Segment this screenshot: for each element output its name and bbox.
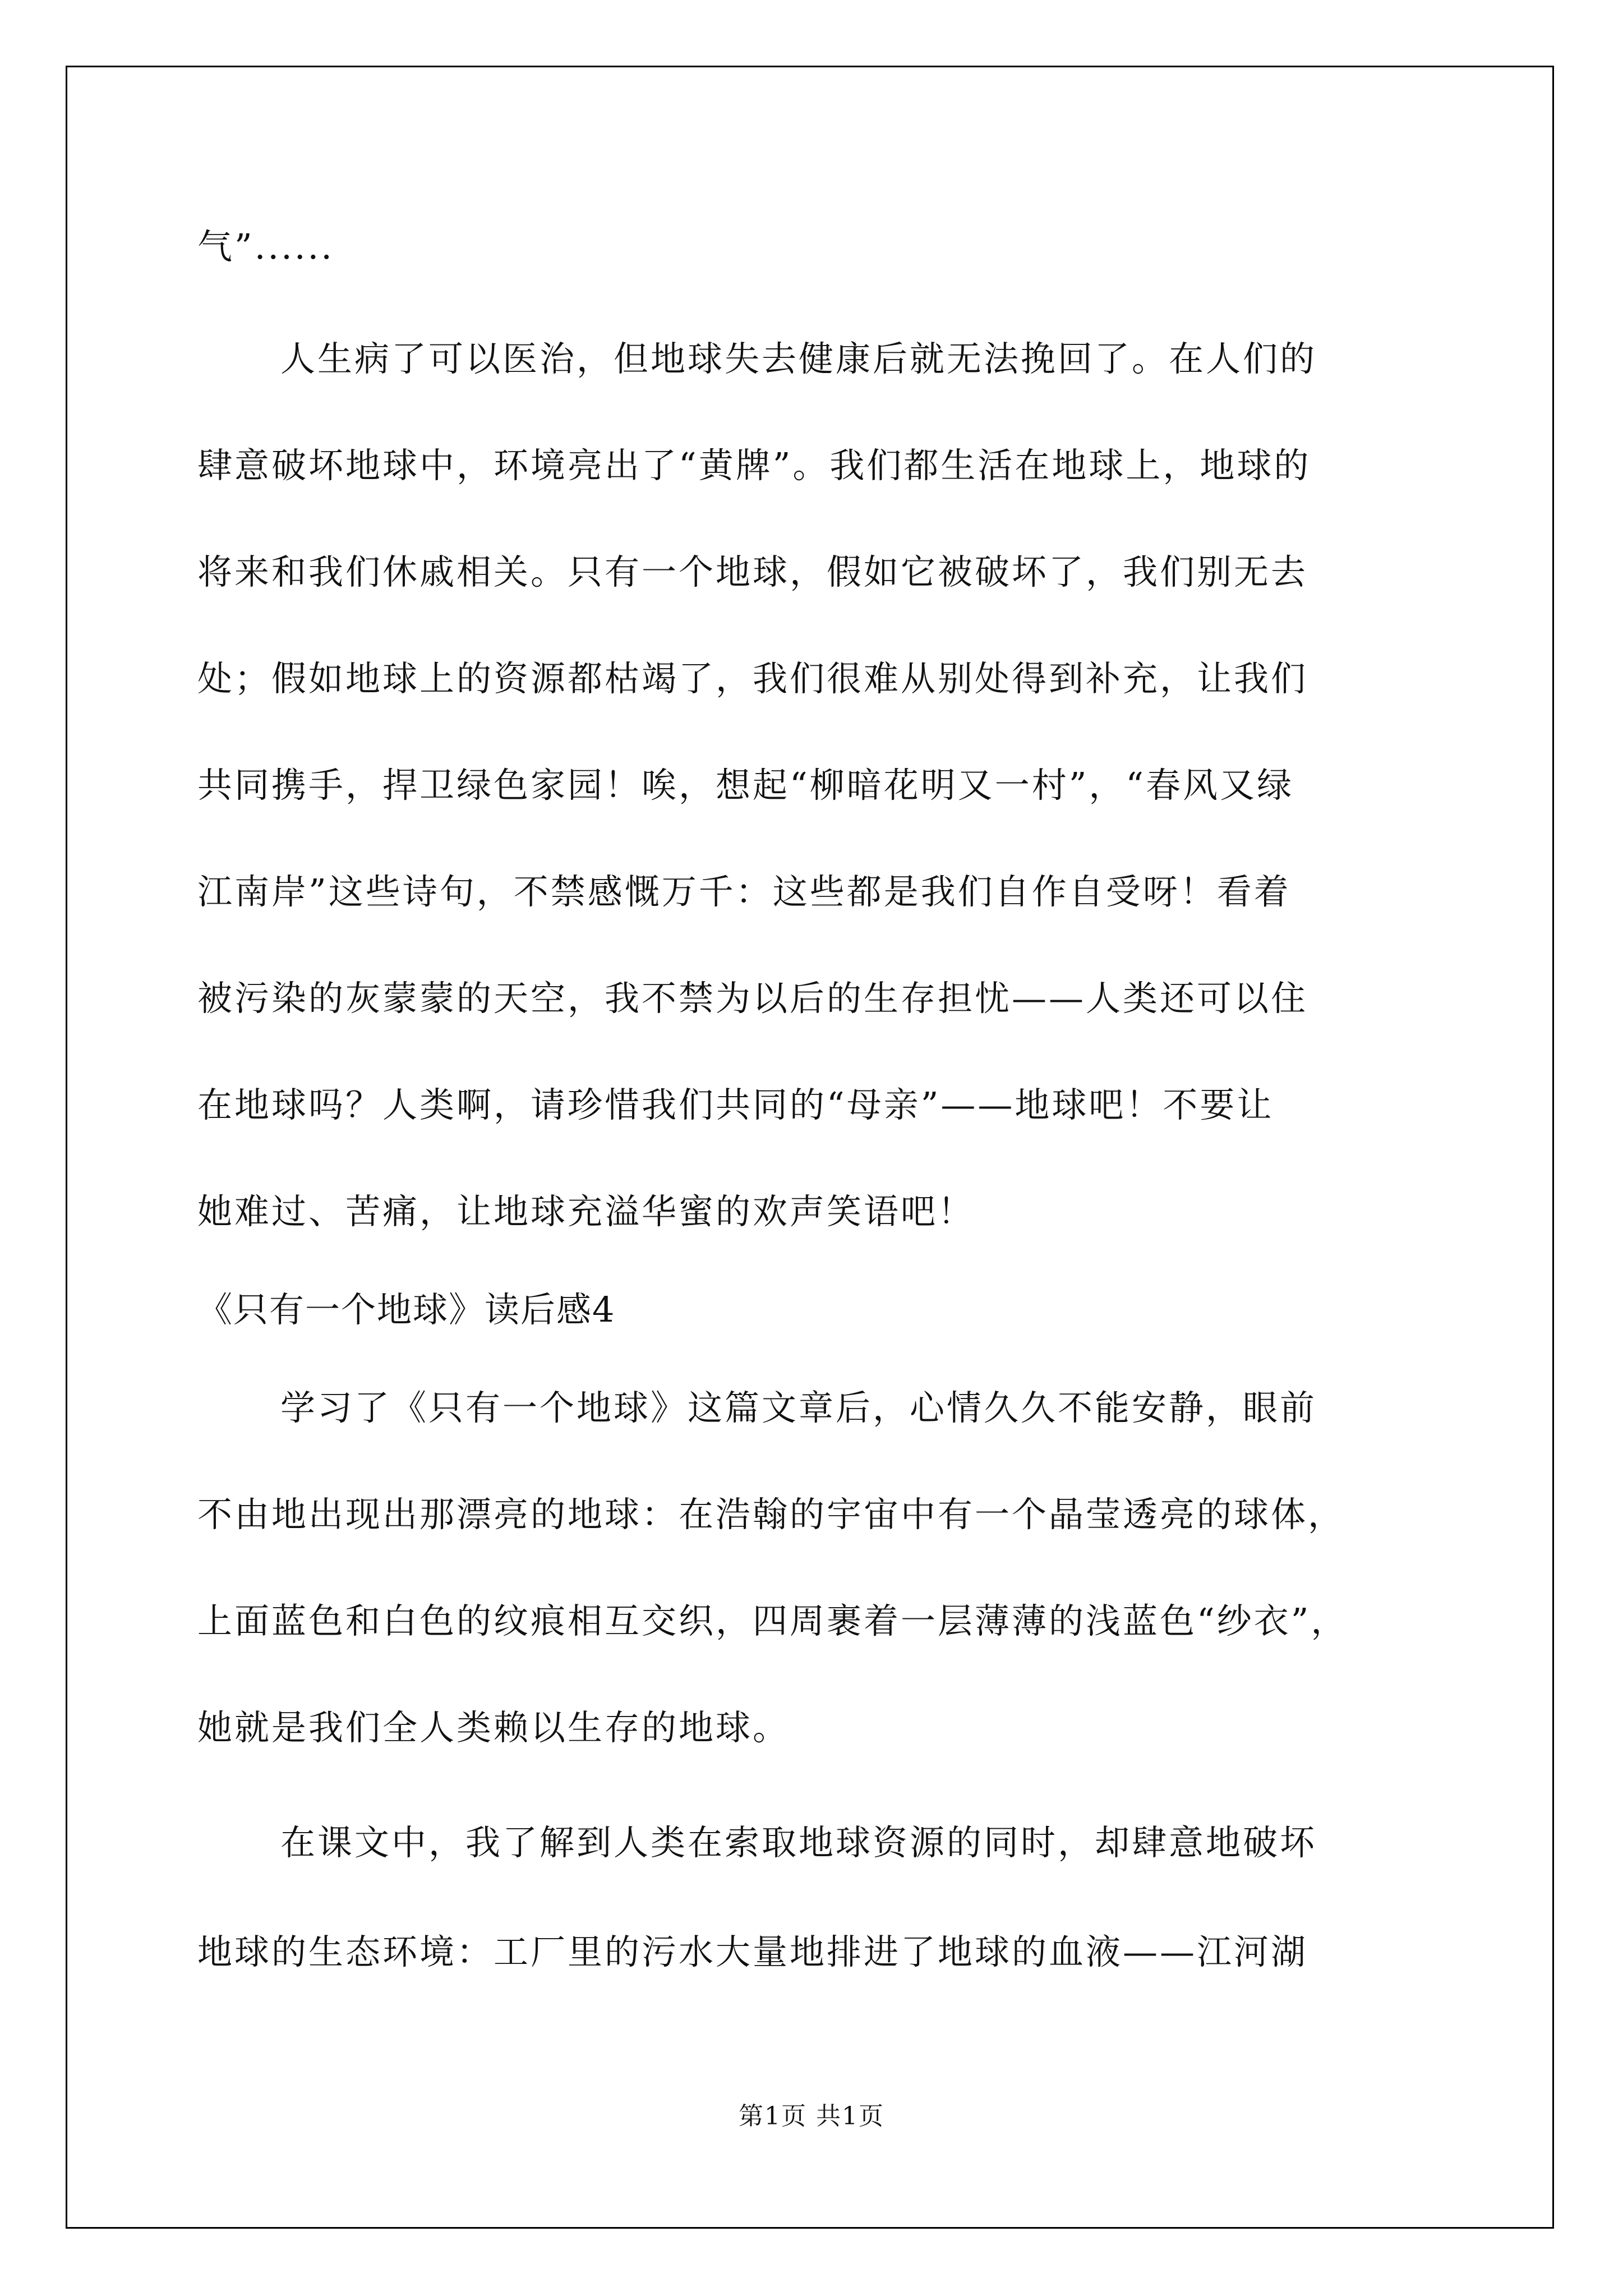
section-heading: 《只有一个地球》读后感4 <box>197 1289 616 1330</box>
paragraph-2-first-line: 学习了《只有一个地球》这篇文章后，心情久久不能安静，眼前 <box>280 1387 1317 1428</box>
paragraph-3-first-line: 在课文中，我了解到人类在索取地球资源的同时，却肆意地破坏 <box>280 1822 1317 1863</box>
body-line-5: 处；假如地球上的资源都枯竭了，我们很难从别处得到补充，让我们 <box>197 658 1308 699</box>
body-line-3: 肆意破坏地球中，环境亮出了“黄牌”。我们都生活在地球上，地球的 <box>197 445 1311 486</box>
body-line-13: 不由地出现出那漂亮的地球：在浩翰的宇宙中有一个晶莹透亮的球体， <box>197 1494 1345 1535</box>
page-border <box>66 66 1554 2229</box>
body-line-14: 上面蓝色和白色的纹痕相互交织，四周裹着一层薄薄的浅蓝色“纱衣”， <box>197 1600 1348 1641</box>
page-footer: 第1页 共1页 <box>739 2102 884 2131</box>
body-line-9: 在地球吗？人类啊，请珍惜我们共同的“母亲”——地球吧！不要让 <box>197 1084 1274 1125</box>
body-line-4: 将来和我们休戚相关。只有一个地球，假如它被破坏了，我们别无去 <box>197 551 1308 592</box>
body-line-6: 共同携手，捍卫绿色家园！唉，想起“柳暗花明又一村”，“春风又绿 <box>197 765 1294 806</box>
body-line-17: 地球的生态环境：工厂里的污水大量地排进了地球的血液——江河湖 <box>197 1931 1308 1972</box>
body-line-10: 她难过、苦痛，让地球充溢华蜜的欢声笑语吧！ <box>197 1191 975 1232</box>
body-line-8: 被污染的灰蒙蒙的天空，我不禁为以后的生存担忧——人类还可以住 <box>197 978 1308 1019</box>
paragraph-1-first-line: 人生病了可以医治，但地球失去健康后就无法挽回了。在人们的 <box>280 338 1317 379</box>
body-line-1: 气”...... <box>197 226 334 267</box>
body-line-15: 她就是我们全人类赖以生存的地球。 <box>197 1707 790 1748</box>
body-line-7: 江南岸”这些诗句，不禁感慨万千：这些都是我们自作自受呀！看着 <box>197 871 1291 912</box>
